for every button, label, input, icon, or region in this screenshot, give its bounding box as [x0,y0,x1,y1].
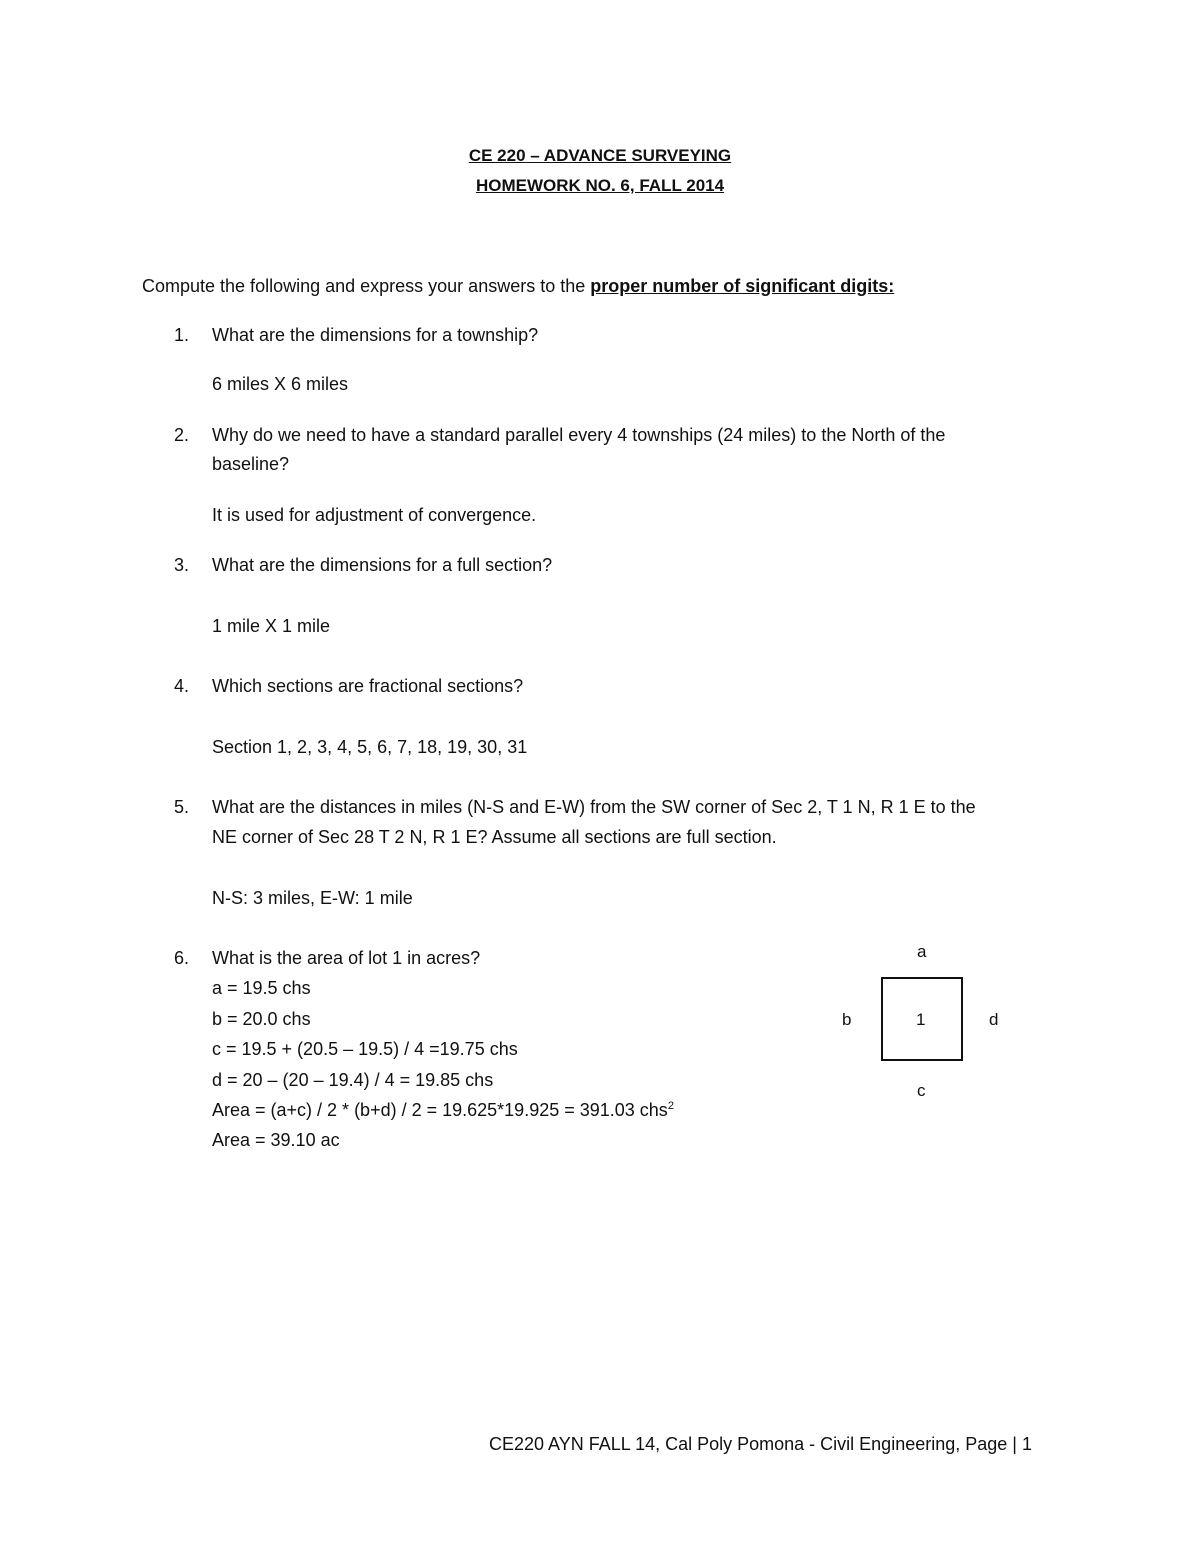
instructions [142,276,894,297]
question-number-2: 2. [174,425,190,445]
question-4-text: Which sections are fractional sections? [212,676,524,696]
diagram-label-d: d [989,1010,999,1029]
question-number-4: 4. [174,676,190,696]
page-footer: CE220 AYN FALL 14, Cal Poly Pomona - Civil Engineering, Page | 1 [489,1434,1032,1454]
homework-title: HOMEWORK NO. 6, FALL 2014 [475,176,725,195]
question-1-text: What are the dimensions for a township? [212,325,539,345]
diagram-label-c: c [917,1081,926,1100]
question-3-text: What are the dimensions for a full section? [212,555,553,575]
area-unit-exponent: 2 [667,1100,674,1112]
diagram-label-lot-number: 1 [916,1010,926,1029]
answer-1-text: 6 miles X 6 miles [212,374,349,394]
diagram-label-a: a [917,942,927,961]
area-chs-text: Area = (a+c) / 2 * (b+d) / 2 = 19.625*19.925 = 391.03 chs [212,1100,668,1120]
answer-4-text: Section 1, 2, 3, 4, 5, 6, 7, 18, 19, 30, 31 [212,737,528,757]
answer-3-text: 1 mile X 1 mile [212,616,331,636]
question-number-6: 6. [174,948,190,968]
question-number-5: 5. [174,797,190,817]
answer-5-text: N-S: 3 miles, E-W: 1 mile [212,888,413,908]
instructions-prefix: Compute the following and express your answers to the [142,276,591,296]
work-line-area-chs [212,1100,674,1121]
question-5-line1: What are the distances in miles (N-S and E-W) from the SW corner of Sec 2, T 1 N, R 1 E to the [212,797,976,817]
answer-2-text: It is used for adjustment of convergence. [212,505,537,525]
question-2-line2: baseline? [212,454,290,474]
work-line-c: c = 19.5 + (20.5 – 19.5) / 4 =19.75 chs [212,1039,518,1059]
work-line-area-acres: Area = 39.10 ac [212,1130,340,1150]
question-6-text: What is the area of lot 1 in acres? [212,948,481,968]
course-title: CE 220 – ADVANCE SURVEYING [468,146,732,165]
work-line-a: a = 19.5 chs [212,978,311,998]
question-5-line2: NE corner of Sec 28 T 2 N, R 1 E? Assume all sections are full section. [212,827,777,847]
work-line-b: b = 20.0 chs [212,1009,311,1029]
question-2-line1: Why do we need to have a standard parallel every 4 townships (24 miles) to the North of the [212,425,946,445]
diagram-label-b: b [842,1010,852,1029]
work-line-d: d = 20 – (20 – 19.4) / 4 = 19.85 chs [212,1070,494,1090]
question-number-3: 3. [174,555,190,575]
instructions-emphasis: proper number of significant digits: [590,276,895,296]
question-number-1: 1. [174,325,190,345]
